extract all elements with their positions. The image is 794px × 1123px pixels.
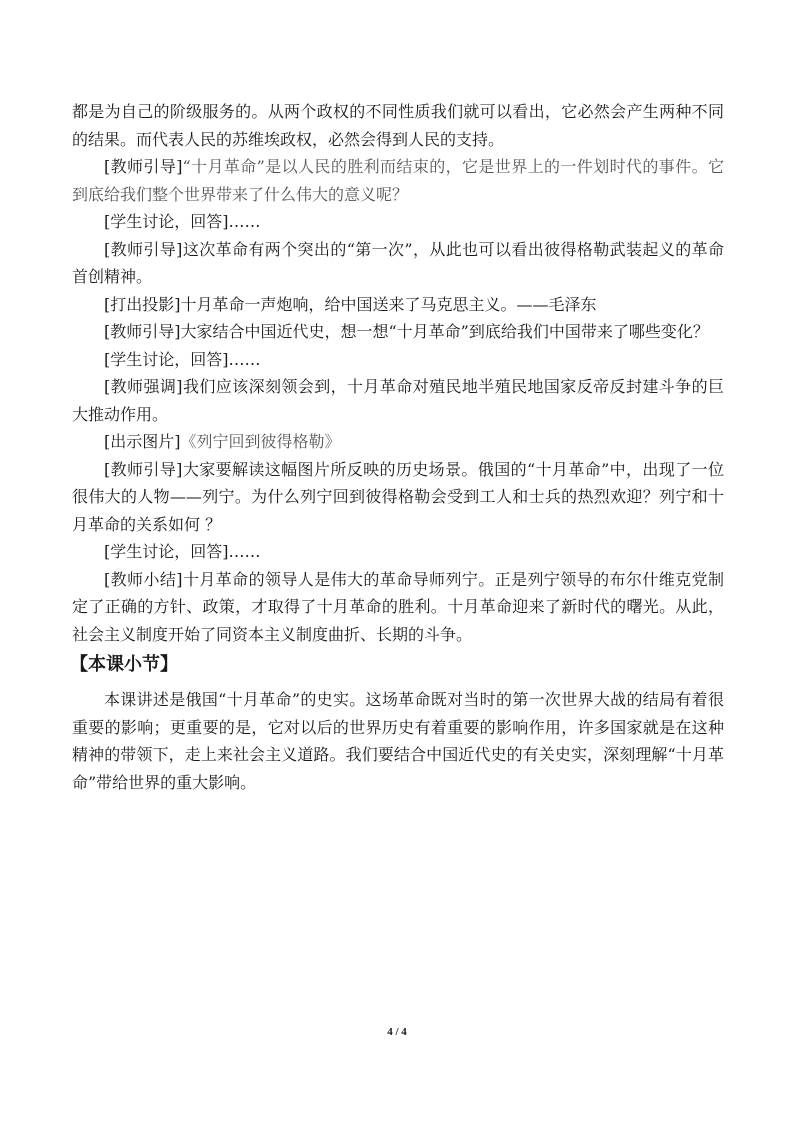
paragraph-tag: [教师引导] xyxy=(104,322,181,341)
paragraph-tag: [学生讨论，回答] xyxy=(104,212,229,231)
paragraph-show-picture xyxy=(72,428,724,456)
paragraph-teacher-guide-1 xyxy=(72,153,724,208)
paragraph-text: 都是为自己的阶级服务的。从两个政权的不同性质我们就可以看出，它必然会产生两种不同的结果。而代表人民的苏维埃政权，必然会得到人民的支持。 xyxy=(72,102,724,149)
paragraph-text: 《列宁回到彼得格勒》 xyxy=(180,432,341,451)
paragraph-tag: [教师强调] xyxy=(104,377,183,396)
section-heading: 【本课小节】 xyxy=(70,654,178,675)
paragraph-tag: [教师引导] xyxy=(104,157,183,176)
paragraph-text: 十月革命一声炮响，给中国送来了马克思主义。——毛泽东 xyxy=(180,294,597,314)
paragraph-tag: [打出投影] xyxy=(104,294,181,314)
paragraph-text: …… xyxy=(228,212,261,231)
paragraph-text: …… xyxy=(228,349,261,369)
paragraph-tag: [教师引导] xyxy=(104,459,183,479)
paragraph-text: 大家要解读这幅图片所反映的历史场景。俄国的“十月革命”中，出现了一位很伟大的人物——列宁。为什么列宁回到彼得格勒会受到工人和士兵的热烈欢迎？列宁和十月革命的关系如何 ？ xyxy=(72,459,724,534)
paragraph-student-discussion-1 xyxy=(72,208,724,236)
section-summary: 本课讲述是俄国“十月革命”的史实。这场革命既对当时的第一次世界大战的结局有着很重要的影响；更重要的是，它对以后的世界历史有着重要的影响作用，许多国家就是在这种精神的带领下，走上来社会主义道路。我们要结合中国近代史的有关史实，深刻理解“十月革命”带给世界的重大影响。 xyxy=(72,690,724,792)
paragraph-text: 大家结合中国近代史，想一想“十月革命”到底给我们中国带来了哪些变化？ xyxy=(180,322,709,341)
paragraph-tag: [教师小结] xyxy=(104,569,183,589)
paragraph-text: “十月革命”是以人民的胜利而结束的，它是世界上的一件划时代的事件。它到底给我们整个世界带来了什么伟大的意义呢？ xyxy=(72,157,724,204)
paragraph-tag: [学生讨论，回答] xyxy=(104,349,229,369)
paragraph-text: 我们应该深刻领会到，十月革命对殖民地半殖民地国家反帝反封建斗争的巨大推动作用。 xyxy=(72,377,724,424)
paragraph-teacher-guide-4 xyxy=(72,456,724,539)
paragraph-text: 十月革命的领导人是伟大的革命导师列宁。正是列宁领导的布尔什维克党制定了正确的方针、政策，才取得了十月革命的胜利。十月革命迎来了新时代的曙光。从此，社会主义制度开始了同资本主义制度曲折、长期的斗争。 xyxy=(72,569,724,644)
paragraph-teacher-guide-3 xyxy=(72,318,724,346)
paragraph-tag: [学生讨论，回答] xyxy=(104,542,229,561)
paragraph-teacher-summary xyxy=(72,566,724,649)
document-body xyxy=(72,98,724,796)
paragraph-tag: [教师引导] xyxy=(104,239,183,259)
paragraph-text: 这次革命有两个突出的“第一次”，从此也可以看出彼得格勒武装起义的革命首创精神。 xyxy=(72,239,724,286)
paragraph-teacher-emphasis xyxy=(72,373,724,428)
page-number: 4 / 4 xyxy=(387,1026,407,1038)
paragraph-student-discussion-2 xyxy=(72,346,724,374)
paragraph-student-discussion-3 xyxy=(72,538,724,566)
paragraph-tag: [出示图片] xyxy=(104,432,181,451)
paragraph-continuation xyxy=(72,98,724,153)
paragraph-teacher-guide-2 xyxy=(72,236,724,291)
paragraph-text: …… xyxy=(228,542,261,561)
paragraph-projection xyxy=(72,291,724,319)
